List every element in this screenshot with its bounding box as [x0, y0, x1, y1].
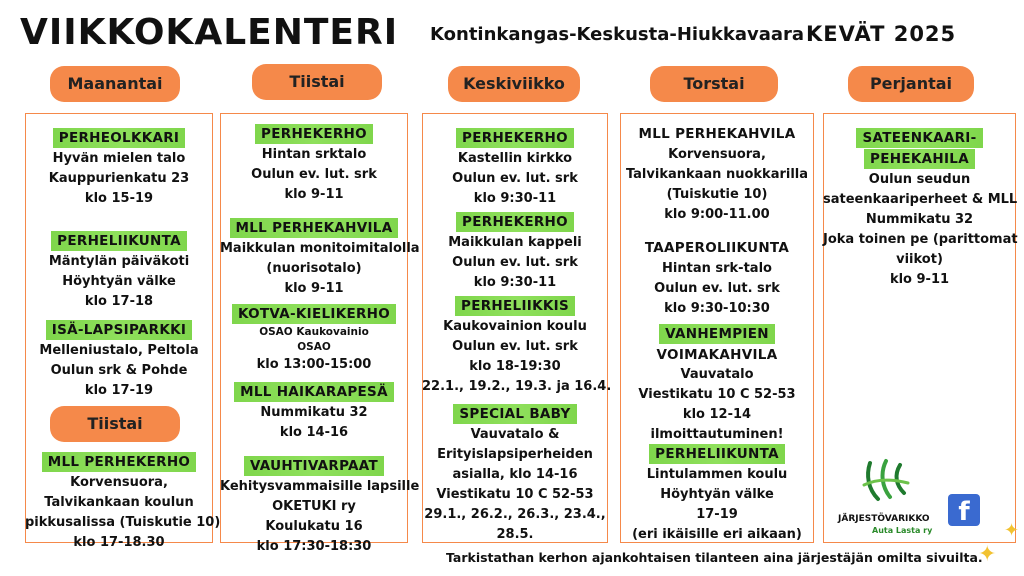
entry-line: Oulun ev. lut. srk — [654, 281, 780, 296]
entry-line: Kaukovainion koulu — [443, 319, 587, 334]
entry-line: (nuorisotalo) — [266, 261, 362, 276]
entry-line: Höyhtyän välke — [62, 274, 176, 289]
thursday-entry — [620, 324, 814, 445]
entry-title-cont: PEHEKAHILA — [864, 149, 975, 169]
tuesday-entry — [220, 218, 420, 299]
entry-title: PERHEKERHO — [456, 128, 574, 148]
entry-title: MLL HAIKARAPESÄ — [234, 382, 394, 402]
entry-line: Nummikatu 32 — [260, 405, 368, 420]
entry-title: TAAPEROLIIKUNTA — [644, 240, 790, 256]
monday-tuesday-entry — [25, 452, 221, 553]
entry-line: Melleniustalo, Peltola — [39, 343, 199, 358]
wednesday-entry — [422, 296, 612, 397]
entry-line: klo 9:00-11.00 — [664, 207, 770, 222]
entry-title-cont: VOIMAKAHVILA — [656, 347, 778, 363]
entry-line: klo 14-16 — [279, 425, 349, 440]
entry-title: VANHEMPIEN — [659, 324, 775, 344]
day-tuesday-evening: Tiistai — [50, 406, 180, 442]
entry-line: 22.1., 19.2., 19.3. ja 16.4. — [422, 379, 612, 394]
tuesday-entry — [220, 382, 408, 443]
entry-title: MLL PERHEKAHVILA — [230, 218, 399, 238]
entry-line: klo 13:00-15:00 — [256, 357, 372, 372]
entry-title: ISÄ-LAPSIPARKKI — [46, 320, 192, 340]
entry-title: VAUHTIVARPAAT — [244, 456, 384, 476]
tuesday-entry — [220, 124, 408, 205]
entry-line: klo 9:30-11 — [473, 275, 557, 290]
entry-line: 17-19 — [696, 507, 738, 522]
thursday-entry — [620, 238, 814, 319]
entry-title: PERHELIIKUNTA — [649, 444, 785, 464]
entry-line: klo 9:30-10:30 — [664, 301, 770, 316]
entry-line: Korvensuora, — [668, 147, 766, 162]
wednesday-entry — [422, 404, 608, 545]
entry-line: OKETUKI ry — [272, 499, 356, 514]
entry-line: ilmoittautuminen! — [650, 427, 784, 442]
monday-entry — [25, 128, 213, 209]
sparkle-icon: ✦ — [978, 542, 997, 567]
entry-line: klo 15-19 — [84, 191, 154, 206]
thursday-entry — [620, 444, 814, 545]
day-wednesday: Keskiviikko — [448, 66, 580, 102]
monday-entry — [25, 320, 213, 401]
entry-line: klo 17-18.30 — [73, 535, 165, 550]
entry-line: OSAO Kaukovainio — [259, 326, 369, 338]
friday-entry — [823, 128, 1016, 290]
entry-title: MLL PERHEKAHVILA — [638, 126, 796, 142]
page-title: VIIKKOKALENTERI — [20, 12, 399, 53]
logo-name: JÄRJESTÖVARIKKO — [838, 514, 930, 524]
entry-line: Oulun ev. lut. srk — [452, 255, 578, 270]
entry-title: PERHEKERHO — [255, 124, 373, 144]
footer-note: Tarkistathan kerhon ajankohtaisen tilanteen aina järjestäjän omilta sivuilta. — [446, 550, 983, 565]
entry-line: viikot) — [896, 252, 943, 267]
entry-line: Oulun ev. lut. srk — [251, 167, 377, 182]
area-subtitle: Kontinkangas-Keskusta-Hiukkavaara — [430, 24, 805, 45]
entry-line: OSAO — [297, 341, 331, 353]
entry-title: PERHELIIKKIS — [455, 296, 575, 316]
day-monday: Maanantai — [50, 66, 180, 102]
entry-line: Hyvän mielen talo — [52, 151, 186, 166]
monday-entry — [25, 231, 213, 312]
entry-line: Vauvatalo & — [470, 427, 560, 442]
entry-line: 29.1., 26.2., 26.3., 23.4., — [424, 507, 606, 522]
entry-title: PERHELIIKUNTA — [51, 231, 187, 251]
entry-line: Lintulammen koulu — [646, 467, 788, 482]
entry-title: SPECIAL BABY — [453, 404, 576, 424]
entry-line: Hintan srk-talo — [662, 261, 772, 276]
facebook-icon[interactable]: f — [948, 494, 980, 526]
entry-line: sateenkaariperheet & MLL — [823, 192, 1018, 207]
thursday-entry — [620, 124, 814, 225]
jarjestovarikko-logo-icon — [856, 455, 916, 507]
entry-line: Maikkulan kappeli — [448, 235, 582, 250]
entry-line: Viestikatu 10 C 52-53 — [436, 487, 594, 502]
entry-line: Hintan srktalo — [261, 147, 367, 162]
entry-title: KOTVA-KIELIKERHO — [232, 304, 396, 324]
entry-line: Joka toinen pe (parittomat — [823, 232, 1018, 247]
entry-line: Mäntylän päiväkoti — [48, 254, 190, 269]
entry-line: Oulun seudun — [868, 172, 971, 187]
entry-line: Oulun ev. lut. srk — [452, 339, 578, 354]
entry-line: Vauvatalo — [680, 367, 754, 382]
entry-line: Höyhtyän välke — [660, 487, 774, 502]
entry-line: Oulun srk & Pohde — [50, 363, 188, 378]
entry-line: klo 17-18 — [84, 294, 154, 309]
entry-line: klo 18-19:30 — [469, 359, 561, 374]
entry-line: klo 12-14 — [682, 407, 752, 422]
entry-line: Kastellin kirkko — [457, 151, 573, 166]
entry-line: klo 9-11 — [284, 281, 344, 296]
entry-line: klo 17-19 — [84, 383, 154, 398]
season-label: KEVÄT 2025 — [806, 22, 957, 46]
entry-line: (Tuiskutie 10) — [666, 187, 768, 202]
day-tuesday: Tiistai — [252, 64, 382, 100]
logo-subtitle: Auta Lasta ry — [872, 526, 933, 535]
entry-line: Korvensuora, — [70, 475, 168, 490]
tuesday-entry — [220, 456, 420, 557]
entry-line: Nummikatu 32 — [865, 212, 974, 227]
day-friday: Perjantai — [848, 66, 974, 102]
entry-line: Kauppurienkatu 23 — [48, 171, 190, 186]
entry-line: klo 9:30-11 — [473, 191, 557, 206]
entry-line: Talvikankaan koulun — [44, 495, 194, 510]
entry-line: Erityislapsiperheiden — [437, 447, 593, 462]
entry-line: Talvikankaan nuokkarilla — [625, 167, 809, 182]
entry-title: MLL PERHEKERHO — [42, 452, 196, 472]
entry-line: Koulukatu 16 — [265, 519, 363, 534]
entry-line: asialla, klo 14-16 — [452, 467, 578, 482]
entry-line: Maikkulan monitoimitalolla — [220, 241, 420, 256]
entry-line: pikkusalissa (Tuiskutie 10) — [25, 515, 221, 530]
entry-line: klo 9-11 — [284, 187, 344, 202]
entry-line: klo 9-11 — [889, 272, 950, 287]
entry-line: (eri ikäisille eri aikaan) — [632, 527, 802, 542]
entry-title: SATEENKAARI- — [856, 128, 982, 148]
entry-line: Oulun ev. lut. srk — [452, 171, 578, 186]
entry-line: Viestikatu 10 C 52-53 — [638, 387, 796, 402]
tuesday-entry — [220, 304, 408, 375]
wednesday-entry — [422, 128, 608, 209]
wednesday-entry — [422, 212, 608, 293]
entry-line: 28.5. — [496, 527, 534, 542]
entry-line: klo 17:30-18:30 — [256, 539, 372, 554]
entry-title: PERHEKERHO — [456, 212, 574, 232]
entry-line: Kehitysvammaisille lapsille — [220, 479, 420, 494]
day-thursday: Torstai — [650, 66, 778, 102]
entry-title: PERHEOLKKARI — [53, 128, 186, 148]
sparkle-icon: ✦ — [1004, 520, 1020, 541]
